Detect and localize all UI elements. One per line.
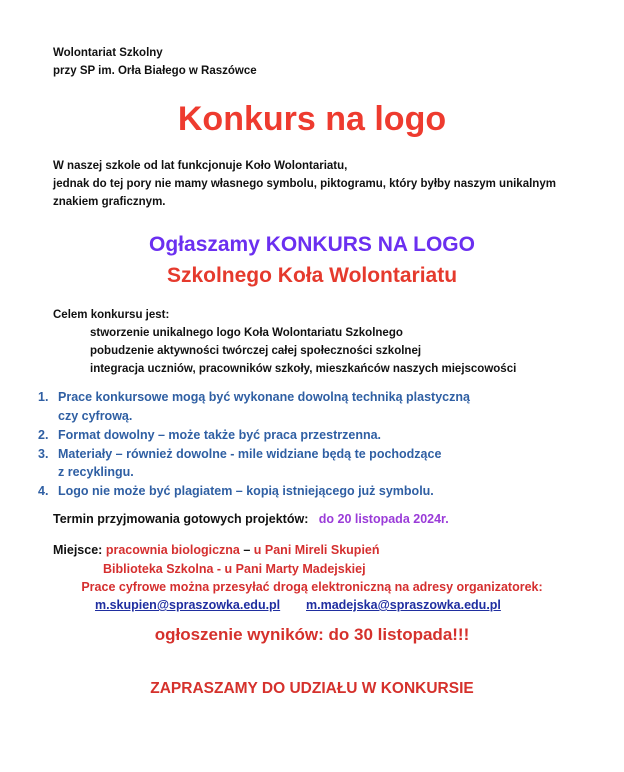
goals-heading: Celem konkursu jest: [53,309,170,321]
page-title: Konkurs na logo [177,100,447,138]
email-link-skupien[interactable]: m.skupien@spraszowka.edu.pl [95,598,281,612]
goal-item: integracja uczniów, pracowników szkoły, mieszkańców naszych miejscowości [90,363,517,375]
rule-text: Format dowolny – może także być praca przestrzenna. [58,428,382,442]
rule-text: Prace konkursowe mogą być wykonane dowolną techniką plastyczną [58,390,470,404]
header-line-1: Wolontariat Szkolny [53,47,163,59]
rule-text: Materiały – również dowolne - mile widziane będą te pochodzące [58,447,442,461]
place-biology-lab: pracownia biologiczna [105,543,240,557]
place-line-1 [53,543,380,557]
rule-text-continued: czy cyfrową. [58,409,133,423]
header-line-2: przy SP im. Orła Białego w Raszówce [53,65,257,77]
goal-item: stworzenie unikalnego logo Koła Wolontariatu Szkolnego [90,327,403,339]
digital-submission-info: Prace cyfrowe można przesyłać drogą elektroniczną na adresy organizatorek: [81,580,543,594]
rule-text-continued: z recyklingu. [58,465,134,479]
announcement-line-2: Szkolnego Koła Wolontariatu [166,264,458,287]
intro-line-3: znakiem graficznym. [53,196,166,208]
rule-number: 2. [38,428,49,442]
place-library: Biblioteka Szkolna - u Pani Marty Madejskiej [103,562,366,576]
results-announcement: ogłoszenie wyników: do 30 listopada!!! [154,625,470,644]
intro-line-1: W naszej szkole od lat funkcjonuje Koło Wolontariatu, [53,160,348,172]
deadline-label: Termin przyjmowania gotowych projektów: [53,512,309,526]
place-biology-teacher: u Pani Mireli Skupień [253,543,380,557]
intro-line-2: jednak do tej pory nie mamy własnego symbolu, piktogramu, który byłby naszym unikalnym [53,178,556,190]
place-separator: – [239,543,254,557]
rule-text: Logo nie może być plagiatem – kopią istniejącego już symbolu. [58,484,434,498]
deadline [53,512,449,526]
rule-number: 1. [38,390,49,404]
invitation: ZAPRASZAMY DO UDZIAŁU W KONKURSIE [150,680,474,697]
rule-number: 4. [38,484,49,498]
rule-number: 3. [38,447,49,461]
deadline-date: do 20 listopada 2024r. [318,512,449,526]
goal-item: pobudzenie aktywności twórczej całej społeczności szkolnej [90,345,422,357]
announcement-line-1: Ogłaszamy KONKURS NA LOGO [149,233,475,256]
place-label: Miejsce: [53,543,103,557]
email-link-madejska[interactable]: m.madejska@spraszowka.edu.pl [306,598,501,612]
